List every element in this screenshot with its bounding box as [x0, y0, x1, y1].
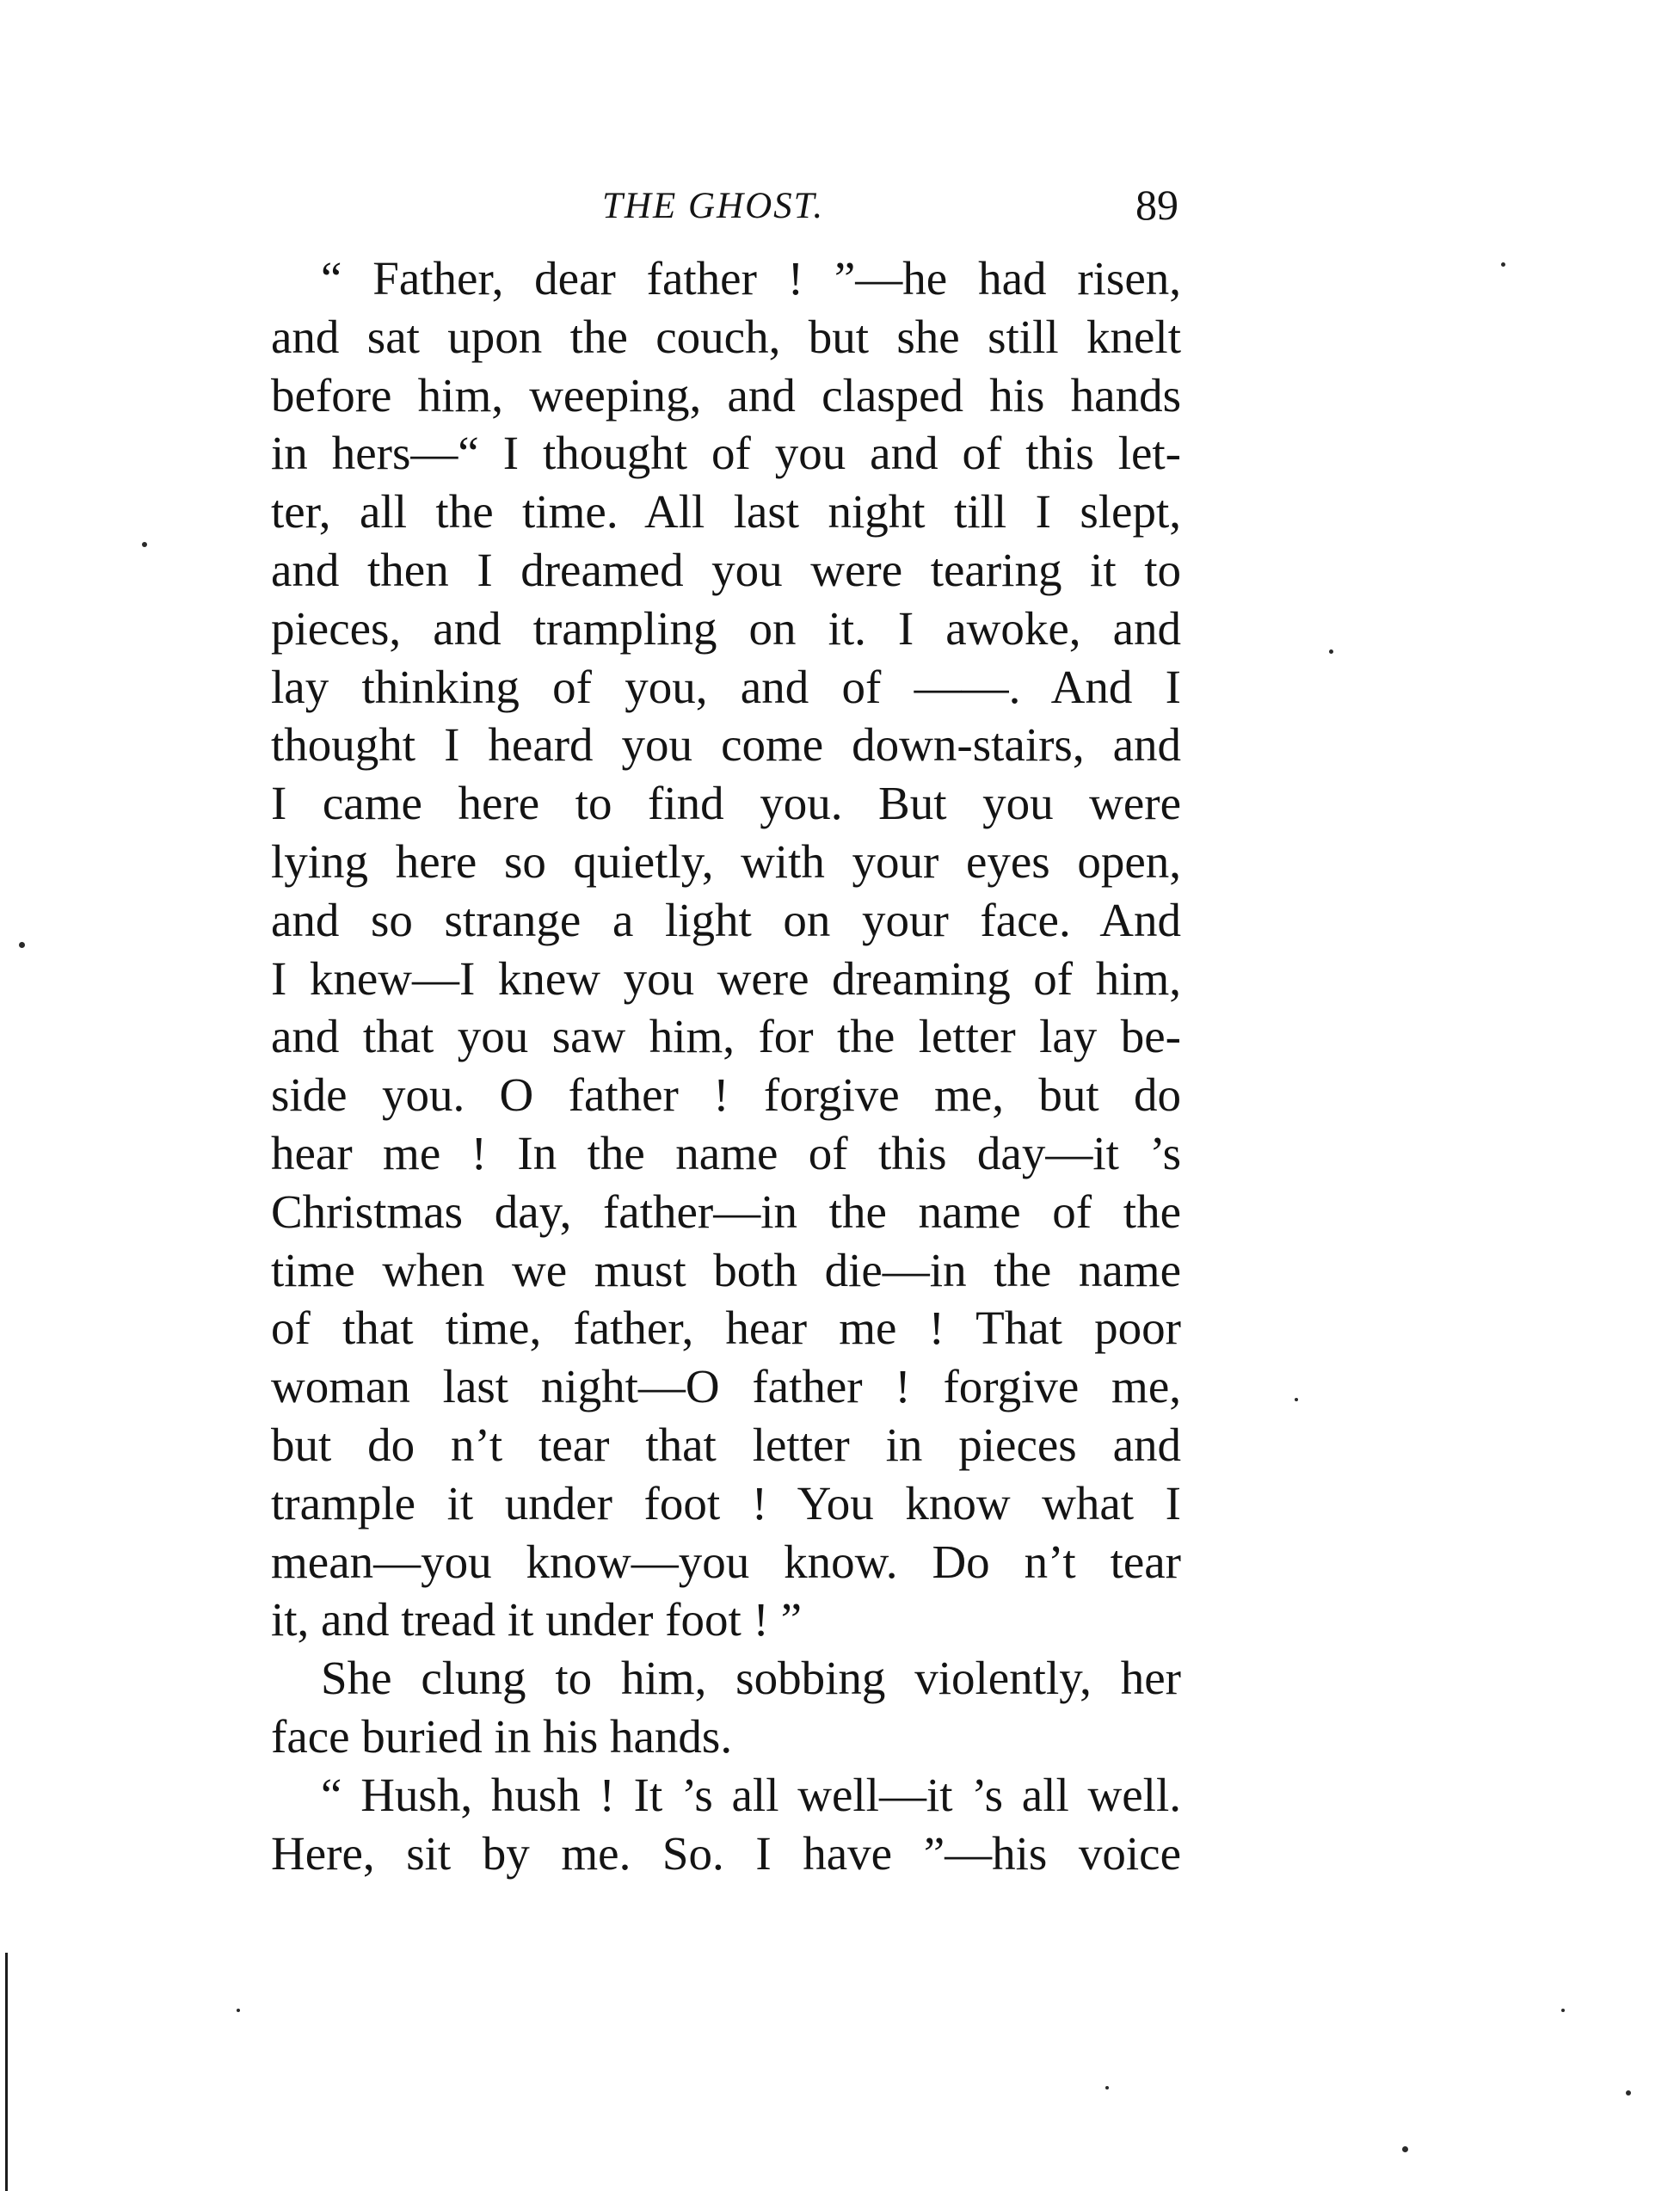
text-line: lying here so quietly, with your eyes open, — [271, 834, 1181, 888]
scan-speck — [1329, 649, 1333, 654]
text-line: thought I heard you come down-stairs, and — [271, 718, 1181, 772]
scan-speck — [1402, 2146, 1408, 2152]
scan-speck — [1626, 2090, 1631, 2096]
text-line: face buried in his hands. — [271, 1709, 733, 1763]
text-line: She clung to him, sobbing violently, her — [321, 1652, 1181, 1705]
text-line: in hers—“ I thought of you and of this let- — [271, 427, 1181, 480]
text-line: “ Hush, hush ! It ’s all well—it ’s all well. — [321, 1768, 1181, 1821]
text-line: it, and tread it under foot ! ” — [271, 1593, 803, 1646]
text-line: pieces, and trampling on it. I awoke, and — [271, 601, 1181, 655]
text-line: ter, all the time. All last night till I slept, — [271, 485, 1181, 539]
text-line: time when we must both die—in the name — [271, 1243, 1181, 1296]
text-line: mean—you know—you know. Do n’t tear — [271, 1535, 1181, 1588]
scan-speck — [1501, 262, 1505, 267]
scan-speck — [1561, 2009, 1565, 2012]
text-line: of that time, father, hear me ! That poor — [271, 1302, 1181, 1355]
running-head — [271, 176, 1178, 237]
text-line: “ Father, dear father ! ”—he had risen, — [321, 252, 1181, 305]
text-line: hear me ! In the name of this day—it ’s — [271, 1126, 1181, 1179]
text-line: lay thinking of you, and of ——. And I — [271, 660, 1181, 713]
text-line: but do n’t tear that letter in pieces and — [271, 1418, 1181, 1471]
scan-speck — [19, 942, 25, 948]
text-line: woman last night—O father ! forgive me, — [271, 1360, 1181, 1413]
text-line: before him, weeping, and clasped his hands — [271, 368, 1181, 422]
text-line: side you. O father ! forgive me, but do — [271, 1068, 1181, 1122]
page-number: 89 — [1135, 181, 1178, 229]
text-line: and so strange a light on your face. And — [271, 893, 1181, 946]
running-title: THE GHOST. — [602, 186, 825, 226]
page-edge-line — [5, 1953, 8, 2191]
scan-speck — [1105, 2086, 1109, 2089]
text-line: and sat upon the couch, but she still knelt — [271, 310, 1181, 363]
scan-speck — [142, 542, 147, 547]
scan-speck — [237, 2009, 240, 2012]
text-line: I knew—I knew you were dreaming of him, — [271, 951, 1181, 1005]
text-line: Here, sit by me. So. I have ”—his voice — [271, 1826, 1181, 1880]
text-line: I came here to find you. But you were — [271, 777, 1181, 830]
text-line: trample it under foot ! You know what I — [271, 1476, 1181, 1529]
text-line: and then I dreamed you were tearing it to — [271, 543, 1181, 596]
scan-speck — [1295, 1398, 1298, 1401]
body-text — [271, 249, 1181, 1882]
text-line: Christmas day, father—in the name of the — [271, 1185, 1181, 1238]
text-line: and that you saw him, for the letter lay be- — [271, 1010, 1181, 1063]
